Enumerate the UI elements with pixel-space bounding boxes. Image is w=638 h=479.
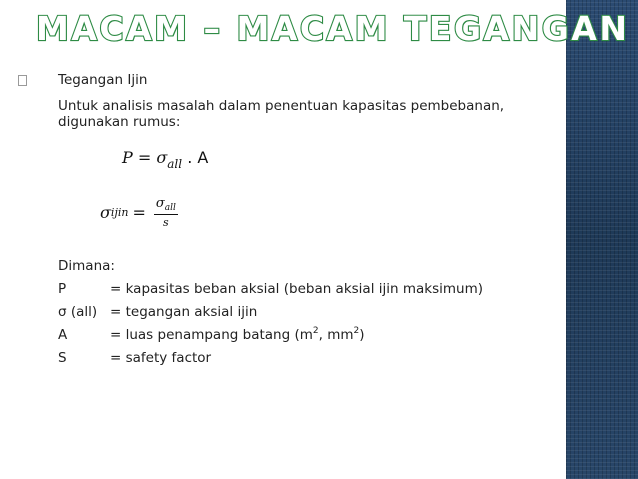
definition-text: = tegangan aksial ijin (110, 304, 258, 320)
definition-symbol: S (58, 350, 67, 366)
bullet-box-icon (18, 75, 27, 86)
definition-symbol: σ (all) (58, 304, 98, 320)
intro-paragraph (58, 98, 548, 130)
definition-row (58, 327, 365, 343)
definition-text-mid: , mm (318, 327, 354, 343)
formula2-lhs-subscript: ijin (110, 206, 129, 219)
definition-row (58, 304, 257, 320)
formula1-subscript: all (167, 157, 183, 171)
formula-capacity (122, 148, 208, 171)
formula1-rhs: . A (187, 148, 209, 167)
definition-row (58, 281, 483, 297)
decorative-side-panel (566, 0, 638, 479)
formula1-lhs: P = σ (122, 148, 168, 167)
formula2-num-symbol: σ (155, 196, 165, 211)
definition-text-post: ) (359, 327, 365, 343)
slide-title: MACAM – MACAM TEGANGAN (36, 9, 630, 48)
formula2-fraction (154, 196, 178, 229)
superscript: 2 (312, 326, 319, 336)
definition-symbol: P (58, 281, 67, 297)
formula2-num-subscript: all (164, 203, 176, 213)
definition-text: = safety factor (110, 350, 212, 366)
formula2-numerator (154, 196, 178, 215)
superscript: 2 (353, 326, 360, 336)
definition-text-pre: = luas penampang batang (m (110, 327, 313, 343)
formula-allowable-stress (100, 196, 178, 229)
definition-symbol: A (58, 327, 68, 343)
intro-line-2: digunakan rumus: (58, 114, 181, 130)
definition-text: = kapasitas beban aksial (beban aksial ijin maksimum) (110, 281, 483, 297)
formula2-denominator: s (163, 216, 169, 229)
formula2-equals: = (132, 203, 146, 222)
definition-row (58, 350, 211, 366)
dimana-label: Dimana: (58, 258, 115, 274)
bullet-heading: Tegangan Ijin (58, 72, 148, 88)
intro-line-1: Untuk analisis masalah dalam penentuan kapasitas pembebanan, (58, 98, 505, 114)
formula2-lhs: σ (100, 203, 111, 222)
